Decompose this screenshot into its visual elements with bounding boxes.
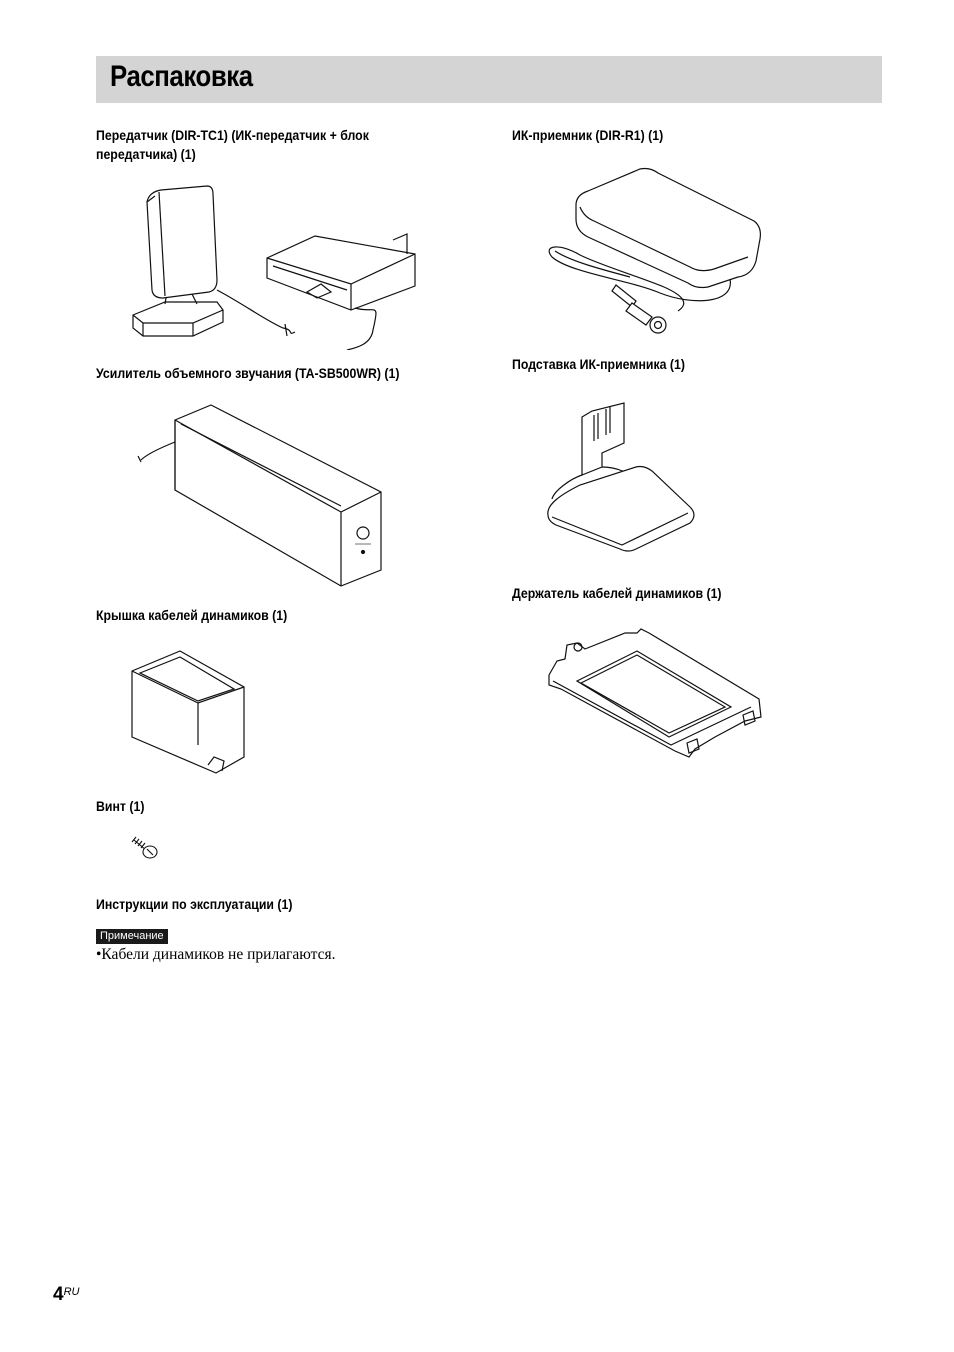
amplifier-illustration (135, 400, 390, 590)
heading-screw: Винт (1) (96, 798, 145, 814)
cable-holder-illustration (545, 625, 765, 760)
page-number-value: 4 (53, 1284, 64, 1305)
page-number (53, 1284, 79, 1306)
note-text: •Кабели динамиков не прилагаются. (96, 946, 336, 963)
heading-transmitter-line2: передатчика) (1) (96, 146, 196, 162)
title-bar (96, 56, 882, 103)
heading-ir-receiver: ИК-приемник (DIR-R1) (1) (512, 127, 664, 143)
screw-illustration (130, 834, 162, 862)
ir-receiver-illustration (540, 165, 765, 340)
transmitter-illustration (125, 180, 425, 350)
note-badge: Примечание (96, 929, 168, 944)
heading-amplifier: Усилитель объемного звучания (TA-SB500WR) (1) (96, 365, 400, 381)
heading-transmitter-line1: Передатчик (DIR-TC1) (ИК-передатчик + блок (96, 127, 369, 143)
page-title: Распаковка (110, 60, 253, 93)
heading-cable-holder: Держатель кабелей динамиков (1) (512, 585, 722, 601)
receiver-stand-illustration (540, 395, 700, 555)
heading-cable-cover: Крышка кабелей динамиков (1) (96, 607, 288, 623)
heading-manual: Инструкции по эксплуатации (1) (96, 896, 293, 912)
heading-receiver-stand: Подставка ИК-приемника (1) (512, 356, 685, 372)
cable-cover-illustration (128, 645, 253, 780)
page-number-suffix: RU (63, 1286, 80, 1298)
